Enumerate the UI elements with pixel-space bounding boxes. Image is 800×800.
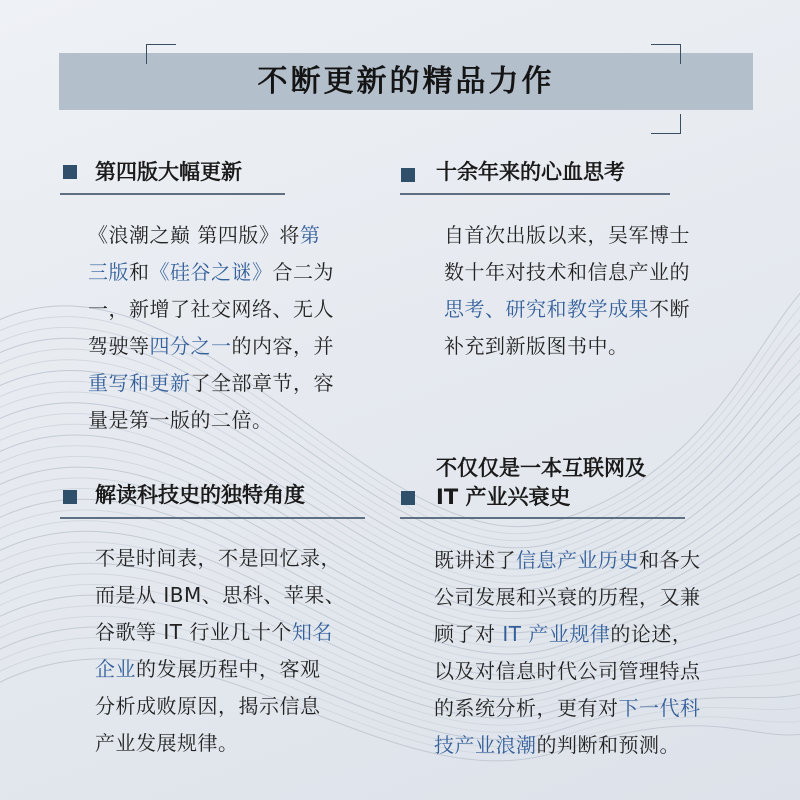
body-line (434, 727, 701, 764)
highlight-text: 四分之一 (149, 334, 232, 358)
body-line (95, 540, 345, 577)
text-segment: 量是第一版的二倍。 (88, 408, 273, 432)
body-line (434, 579, 701, 616)
text-segment: 《浪潮之巅 第四版》将 (88, 223, 300, 247)
body-line (95, 725, 345, 762)
highlight-text: 企业 (95, 657, 136, 681)
text-segment: 驾驶等 (88, 334, 150, 358)
body-line (95, 614, 345, 651)
heading-underline (400, 193, 670, 195)
square-bullet-icon (401, 168, 415, 182)
text-segment: 公司发展和兴衰的历程，又兼 (434, 585, 701, 609)
body-line (88, 402, 334, 439)
text-segment: 和各大 (639, 548, 701, 572)
text-segment: 的判断和预测。 (536, 733, 680, 757)
highlight-text: 《硅谷之谜》 (149, 260, 273, 284)
text-segment: 谷歌等 IT 行业几十个 (95, 620, 292, 644)
text-segment: 既讲述了 (434, 548, 516, 572)
page-title: 不断更新的精品力作 (257, 64, 555, 99)
heading-underline (400, 517, 685, 519)
highlight-text: 知名 (291, 620, 333, 644)
text-segment: 不断 (649, 297, 690, 321)
text-segment: 以及对信息时代公司管理特点 (434, 659, 701, 683)
highlight-text: 重写和更新 (88, 371, 191, 395)
text-segment: 产业发展规律。 (95, 731, 239, 755)
body-line (95, 577, 345, 614)
body-line (88, 291, 334, 328)
highlight-text: 信息产业历史 (516, 548, 639, 572)
text-segment: 一，新增了社交网络、无人 (88, 297, 334, 321)
highlight-text: 三版 (88, 260, 129, 284)
text-segment: 补充到新版图书中。 (444, 334, 629, 358)
body-line (444, 217, 690, 254)
text-segment: 的论述， (610, 622, 693, 646)
highlight-text: 下一代科 (618, 696, 701, 720)
text-segment: 的发展历程中，客观 (136, 657, 321, 681)
text-segment: 不是时间表，不是回忆录， (95, 546, 341, 570)
square-bullet-icon (63, 490, 77, 504)
heading-underline (60, 517, 365, 519)
body-line (88, 254, 334, 291)
heading-underline (60, 193, 285, 195)
section-heading: 第四版大幅更新 (95, 160, 242, 184)
section-heading: 解读科技史的独特角度 (95, 483, 305, 507)
body-line (434, 542, 701, 579)
highlight-text: 思考、研究和教学成果 (444, 297, 649, 321)
text-segment: 的系统分析，更有对 (434, 696, 619, 720)
square-bullet-icon (401, 491, 415, 505)
text-segment: 而是从 IBM、思科、苹果、 (95, 583, 346, 607)
section-body (95, 540, 345, 762)
section-heading: 十余年来的心血思考 (436, 160, 625, 184)
highlight-text: IT 产业规律 (502, 622, 611, 646)
square-bullet-icon (63, 165, 77, 179)
text-segment: 分析成败原因，揭示信息 (95, 694, 321, 718)
text-segment: 数十年对技术和信息产业的 (444, 260, 690, 284)
body-line (88, 328, 334, 365)
body-line (434, 616, 701, 653)
text-segment: 的内容，并 (231, 334, 334, 358)
text-segment: 自首次出版以来，吴军博士 (444, 223, 690, 247)
text-segment: 合二为 (272, 260, 334, 284)
text-segment: 和 (129, 260, 150, 284)
body-line (88, 217, 334, 254)
text-segment: 了全部章节，容 (190, 371, 334, 395)
section-heading-line2: IT 产业兴衰史 (436, 485, 571, 509)
highlight-text: 第 (299, 223, 321, 247)
body-line (88, 365, 334, 402)
section-body (434, 542, 701, 764)
highlight-text: 技产业浪潮 (434, 733, 537, 757)
body-line (444, 291, 690, 328)
body-line (95, 688, 345, 725)
body-line (434, 690, 701, 727)
body-line (444, 254, 690, 291)
section-heading: 不仅仅是一本互联网及 (436, 456, 646, 480)
section-body (88, 217, 334, 439)
body-line (95, 651, 345, 688)
text-segment: 顾了对 (434, 622, 503, 646)
section-body (444, 217, 690, 365)
body-line (444, 328, 690, 365)
body-line (434, 653, 701, 690)
